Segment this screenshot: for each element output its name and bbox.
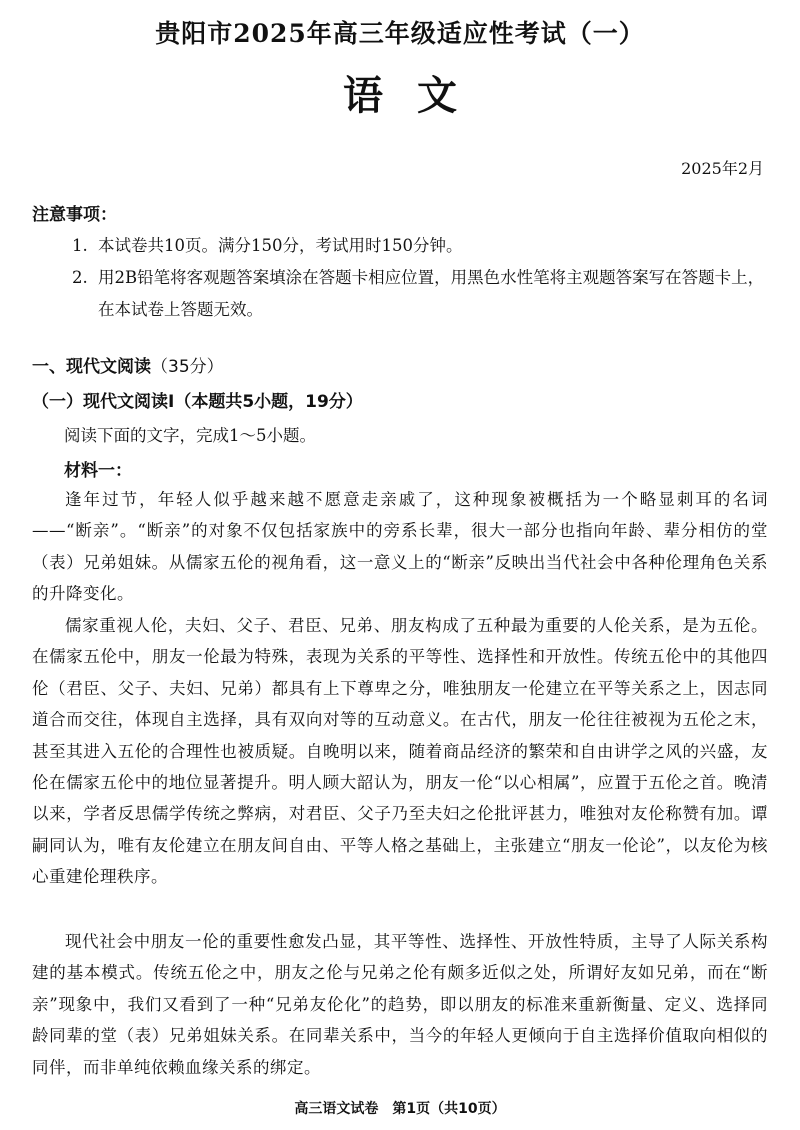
material-label: 材料一： [64,461,132,481]
body-paragraph: 逢年过节，年轻人似乎越来越不愿意走亲戚了，这种现象被概括为一个略显刺耳的名词——“断亲”。“断亲”的对象不仅包括家族中的旁系长辈，很大一部分也指向年龄、辈分相仿的堂（表）兄弟姐妹。从儒家五伦的视角看，这一意义上的“断亲”反映出当代社会中各种伦理角色关系的升降变化。 [32,490,768,604]
subject-title: 语文 [343,72,491,119]
notice-heading: 注意事项： [32,205,117,225]
notice-item-text: 用2B铅笔将客观题答案填涂在答题卡相应位置，用黑色水性笔将主观题答案写在答题卡上，在本试卷上答题无效。 [98,268,765,319]
notice-item-number: 1. [72,236,88,255]
exam-title: 贵阳市2025年高三年级适应性考试（一） [155,19,645,48]
notice-item [72,230,772,262]
body-paragraph: 儒家重视人伦，夫妇、父子、君臣、兄弟、朋友构成了五种最为重要的人伦关系，是为五伦。在儒家五伦中，朋友一伦最为特殊，表现为关系的平等性、选择性和开放性。传统五伦中的其他四伦（君臣、父子、夫妇、兄弟）都具有上下尊卑之分，唯独朋友一伦建立在平等关系之上，因志同道合而交往，体现自主选择，具有双向对等的互动意义。在古代，朋友一伦往往被视为五伦之末，甚至其进入五伦的合理性也被质疑。自晚明以来，随着商品经济的繁荣和自由讲学之风的兴盛，友伦在儒家五伦中的地位显著提升。明人顾大韶认为，朋友一伦“以心相属”，应置于五伦之首。晚清以来，学者反思儒学传统之弊病，对君臣、父子乃至夫妇之伦批评甚力，唯独对友伦称赞有加。谭嗣同认为，唯有友伦建立在朋友间自由、平等人格之基础上，主张建立“朋友一伦论”，以友伦为核心重建伦理秩序。 [32,616,768,887]
page-footer: 高三语文试卷 第1页（共10页） [294,1101,506,1117]
reading-instruction: 阅读下面的文字，完成1～5小题。 [64,426,316,445]
section-heading-text: 一、现代文阅读 [32,357,151,377]
notice-item-text: 本试卷共10页。满分150分，考试用时150分钟。 [98,236,463,255]
notice-item [72,262,772,326]
exam-date: 2025年2月 [681,159,764,178]
section-score: （35分） [151,357,224,377]
sub-section-heading: （一）现代文阅读Ⅰ（本题共5小题，19分） [32,392,363,412]
body-paragraph: 现代社会中朋友一伦的重要性愈发凸显，其平等性、选择性、开放性特质，主导了人际关系构建的基本模式。传统五伦之中，朋友之伦与兄弟之伦有颇多近似之处，所谓好友如兄弟，而在“断亲”现象中，我们又看到了一种“兄弟友伦化”的趋势，即以朋友的标准来重新衡量、定义、选择同龄同辈的堂（表）兄弟姐妹关系。在同辈关系中，当今的年轻人更倾向于自主选择价值取向相似的同伴，而非单纯依赖血缘关系的绑定。 [32,932,768,1077]
section-heading [32,352,224,377]
notice-item-number: 2. [72,268,88,287]
